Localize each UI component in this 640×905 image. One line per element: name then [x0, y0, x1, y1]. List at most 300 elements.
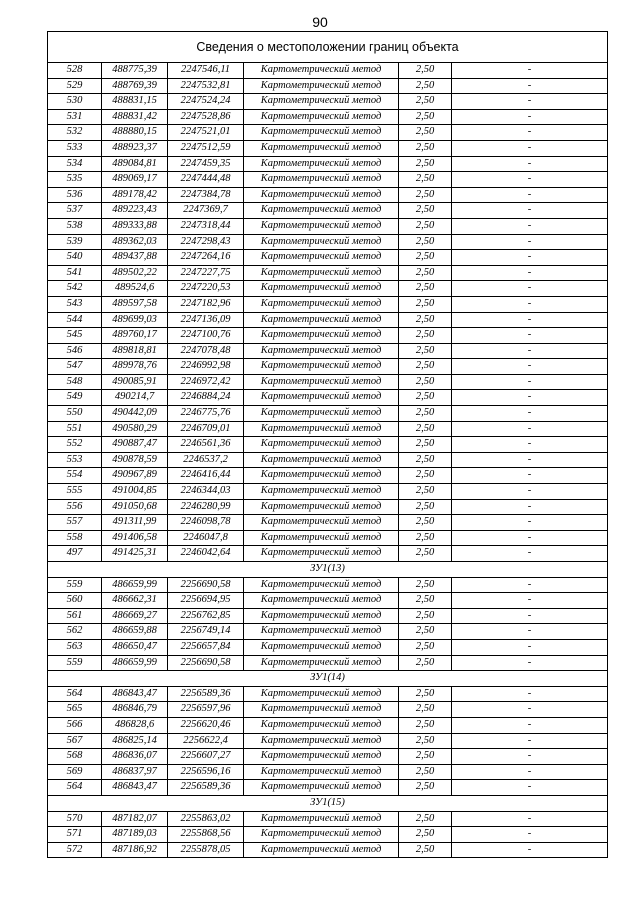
coord-y: 2247384,78 — [168, 187, 244, 203]
note: - — [452, 281, 608, 297]
note: - — [452, 312, 608, 328]
coord-y: 2247444,48 — [168, 172, 244, 188]
note: - — [452, 764, 608, 780]
method: Картометрический метод — [244, 593, 399, 609]
accuracy: 2,50 — [399, 764, 452, 780]
accuracy: 2,50 — [399, 265, 452, 281]
table-row — [48, 780, 608, 796]
accuracy: 2,50 — [399, 406, 452, 422]
note: - — [452, 686, 608, 702]
accuracy: 2,50 — [399, 608, 452, 624]
coord-x: 489818,81 — [102, 343, 168, 359]
point-number: 497 — [48, 546, 102, 562]
coord-x: 488775,39 — [102, 63, 168, 79]
method: Картометрический метод — [244, 203, 399, 219]
point-number: 543 — [48, 296, 102, 312]
table-row — [48, 421, 608, 437]
accuracy: 2,50 — [399, 842, 452, 858]
method: Картометрический метод — [244, 468, 399, 484]
table-row — [48, 203, 608, 219]
accuracy: 2,50 — [399, 203, 452, 219]
note: - — [452, 452, 608, 468]
table-row — [48, 842, 608, 858]
accuracy: 2,50 — [399, 733, 452, 749]
coord-x: 491311,99 — [102, 515, 168, 531]
accuracy: 2,50 — [399, 218, 452, 234]
table-row — [48, 811, 608, 827]
method: Картометрический метод — [244, 218, 399, 234]
coord-y: 2246416,44 — [168, 468, 244, 484]
accuracy: 2,50 — [399, 811, 452, 827]
coord-x: 489760,17 — [102, 328, 168, 344]
table-row — [48, 234, 608, 250]
accuracy: 2,50 — [399, 452, 452, 468]
table-row — [48, 359, 608, 375]
note: - — [452, 203, 608, 219]
point-number: 540 — [48, 250, 102, 266]
note: - — [452, 406, 608, 422]
coord-y: 2247182,96 — [168, 296, 244, 312]
point-number: 563 — [48, 639, 102, 655]
method: Картометрический метод — [244, 109, 399, 125]
method: Картометрический метод — [244, 639, 399, 655]
accuracy: 2,50 — [399, 296, 452, 312]
coord-x: 486825,14 — [102, 733, 168, 749]
table-row — [48, 530, 608, 546]
coord-y: 2247100,76 — [168, 328, 244, 344]
method: Картометрический метод — [244, 406, 399, 422]
coord-x: 489333,88 — [102, 218, 168, 234]
coord-y: 2256596,16 — [168, 764, 244, 780]
coord-x: 489978,76 — [102, 359, 168, 375]
table-row — [48, 296, 608, 312]
note: - — [452, 390, 608, 406]
accuracy: 2,50 — [399, 281, 452, 297]
coord-y: 2255868,56 — [168, 827, 244, 843]
coord-y: 2247369,7 — [168, 203, 244, 219]
section-label: ЗУ1(15) — [48, 795, 608, 811]
method: Картометрический метод — [244, 577, 399, 593]
coord-x: 486837,97 — [102, 764, 168, 780]
table-row — [48, 655, 608, 671]
coord-y: 2255863,02 — [168, 811, 244, 827]
method: Картометрический метод — [244, 655, 399, 671]
method: Картометрический метод — [244, 312, 399, 328]
coord-y: 2247298,43 — [168, 234, 244, 250]
note: - — [452, 187, 608, 203]
method: Картометрический метод — [244, 764, 399, 780]
coord-x: 488880,15 — [102, 125, 168, 141]
table-row — [48, 109, 608, 125]
coord-y: 2247459,35 — [168, 156, 244, 172]
coord-x: 486828,6 — [102, 717, 168, 733]
accuracy: 2,50 — [399, 702, 452, 718]
coord-x: 489502,22 — [102, 265, 168, 281]
accuracy: 2,50 — [399, 250, 452, 266]
coord-y: 2256589,36 — [168, 780, 244, 796]
note: - — [452, 296, 608, 312]
point-number: 535 — [48, 172, 102, 188]
point-number: 551 — [48, 421, 102, 437]
coord-x: 490887,47 — [102, 437, 168, 453]
point-number: 530 — [48, 94, 102, 110]
accuracy: 2,50 — [399, 172, 452, 188]
table-row — [48, 140, 608, 156]
note: - — [452, 140, 608, 156]
table-row — [48, 187, 608, 203]
method: Картометрический метод — [244, 827, 399, 843]
note: - — [452, 172, 608, 188]
accuracy: 2,50 — [399, 125, 452, 141]
accuracy: 2,50 — [399, 530, 452, 546]
table-row — [48, 733, 608, 749]
note: - — [452, 639, 608, 655]
coord-x: 489437,88 — [102, 250, 168, 266]
accuracy: 2,50 — [399, 780, 452, 796]
coord-y: 2247524,24 — [168, 94, 244, 110]
coord-y: 2256622,4 — [168, 733, 244, 749]
note: - — [452, 499, 608, 515]
method: Картометрический метод — [244, 343, 399, 359]
note: - — [452, 265, 608, 281]
coord-y: 2247521,01 — [168, 125, 244, 141]
method: Картометрический метод — [244, 515, 399, 531]
page-number: 90 — [312, 14, 328, 30]
point-number: 556 — [48, 499, 102, 515]
table-row — [48, 374, 608, 390]
note: - — [452, 359, 608, 375]
coord-x: 488831,15 — [102, 94, 168, 110]
method: Картометрический метод — [244, 265, 399, 281]
coord-y: 2256657,84 — [168, 639, 244, 655]
coord-x: 486662,31 — [102, 593, 168, 609]
method: Картометрический метод — [244, 421, 399, 437]
point-number: 562 — [48, 624, 102, 640]
point-number: 570 — [48, 811, 102, 827]
note: - — [452, 733, 608, 749]
coord-x: 490967,89 — [102, 468, 168, 484]
point-number: 539 — [48, 234, 102, 250]
table-row — [48, 343, 608, 359]
point-number: 553 — [48, 452, 102, 468]
point-number: 538 — [48, 218, 102, 234]
coord-x: 486650,47 — [102, 639, 168, 655]
coord-y: 2247318,44 — [168, 218, 244, 234]
coord-y: 2246884,24 — [168, 390, 244, 406]
coord-y: 2256694,95 — [168, 593, 244, 609]
table-row — [48, 250, 608, 266]
point-number: 544 — [48, 312, 102, 328]
coord-y: 2246992,98 — [168, 359, 244, 375]
note: - — [452, 78, 608, 94]
coord-x: 486836,07 — [102, 749, 168, 765]
method: Картометрический метод — [244, 374, 399, 390]
note: - — [452, 624, 608, 640]
coord-x: 487182,07 — [102, 811, 168, 827]
method: Картометрический метод — [244, 234, 399, 250]
accuracy: 2,50 — [399, 639, 452, 655]
note: - — [452, 577, 608, 593]
point-number: 565 — [48, 702, 102, 718]
note: - — [452, 842, 608, 858]
method: Картометрический метод — [244, 78, 399, 94]
table-row — [48, 390, 608, 406]
table-row — [48, 499, 608, 515]
coord-y: 2246537,2 — [168, 452, 244, 468]
accuracy: 2,50 — [399, 140, 452, 156]
table-row — [48, 593, 608, 609]
point-number: 568 — [48, 749, 102, 765]
point-number: 541 — [48, 265, 102, 281]
table-row — [48, 406, 608, 422]
table-row — [48, 94, 608, 110]
point-number: 547 — [48, 359, 102, 375]
accuracy: 2,50 — [399, 827, 452, 843]
point-number: 557 — [48, 515, 102, 531]
accuracy: 2,50 — [399, 499, 452, 515]
note: - — [452, 593, 608, 609]
coord-y: 2256589,36 — [168, 686, 244, 702]
point-number: 533 — [48, 140, 102, 156]
point-number: 550 — [48, 406, 102, 422]
table-row — [48, 468, 608, 484]
accuracy: 2,50 — [399, 484, 452, 500]
coord-y: 2256607,27 — [168, 749, 244, 765]
coord-x: 491050,68 — [102, 499, 168, 515]
note: - — [452, 63, 608, 79]
table-row — [48, 172, 608, 188]
method: Картометрический метод — [244, 733, 399, 749]
table-row — [48, 624, 608, 640]
table-row — [48, 608, 608, 624]
accuracy: 2,50 — [399, 686, 452, 702]
coord-x: 491406,58 — [102, 530, 168, 546]
method: Картометрический метод — [244, 140, 399, 156]
table-row — [48, 484, 608, 500]
table-row — [48, 328, 608, 344]
point-number: 569 — [48, 764, 102, 780]
method: Картометрический метод — [244, 281, 399, 297]
accuracy: 2,50 — [399, 655, 452, 671]
coord-x: 489597,58 — [102, 296, 168, 312]
coord-x: 490580,29 — [102, 421, 168, 437]
accuracy: 2,50 — [399, 421, 452, 437]
table-title: Сведения о местоположении границ объекта — [48, 32, 608, 63]
coord-x: 486659,99 — [102, 577, 168, 593]
note: - — [452, 250, 608, 266]
note: - — [452, 218, 608, 234]
table-row — [48, 265, 608, 281]
accuracy: 2,50 — [399, 63, 452, 79]
table-row — [48, 827, 608, 843]
coord-y: 2247136,09 — [168, 312, 244, 328]
coord-y: 2246344,03 — [168, 484, 244, 500]
coord-x: 490085,91 — [102, 374, 168, 390]
point-number: 559 — [48, 577, 102, 593]
table-title-row — [48, 32, 608, 63]
accuracy: 2,50 — [399, 343, 452, 359]
point-number: 531 — [48, 109, 102, 125]
note: - — [452, 484, 608, 500]
note: - — [452, 421, 608, 437]
method: Картометрический метод — [244, 452, 399, 468]
table-row — [48, 577, 608, 593]
coord-x: 488831,42 — [102, 109, 168, 125]
coord-y: 2246972,42 — [168, 374, 244, 390]
method: Картометрический метод — [244, 172, 399, 188]
accuracy: 2,50 — [399, 374, 452, 390]
method: Картометрический метод — [244, 187, 399, 203]
point-number: 561 — [48, 608, 102, 624]
accuracy: 2,50 — [399, 749, 452, 765]
coord-x: 489069,17 — [102, 172, 168, 188]
coord-y: 2256690,58 — [168, 577, 244, 593]
accuracy: 2,50 — [399, 156, 452, 172]
coord-x: 486659,88 — [102, 624, 168, 640]
coord-y: 2256749,14 — [168, 624, 244, 640]
coord-x: 486669,27 — [102, 608, 168, 624]
coord-x: 490878,59 — [102, 452, 168, 468]
coord-y: 2247512,59 — [168, 140, 244, 156]
coord-y: 2246042,64 — [168, 546, 244, 562]
accuracy: 2,50 — [399, 109, 452, 125]
point-number: 564 — [48, 686, 102, 702]
accuracy: 2,50 — [399, 312, 452, 328]
accuracy: 2,50 — [399, 328, 452, 344]
coord-y: 2256620,46 — [168, 717, 244, 733]
accuracy: 2,50 — [399, 468, 452, 484]
coord-y: 2246098,78 — [168, 515, 244, 531]
method: Картометрический метод — [244, 328, 399, 344]
method: Картометрический метод — [244, 702, 399, 718]
note: - — [452, 328, 608, 344]
table-row — [48, 281, 608, 297]
point-number: 534 — [48, 156, 102, 172]
note: - — [452, 437, 608, 453]
accuracy: 2,50 — [399, 593, 452, 609]
coord-y: 2246047,8 — [168, 530, 244, 546]
method: Картометрический метод — [244, 608, 399, 624]
coord-x: 489699,03 — [102, 312, 168, 328]
point-number: 558 — [48, 530, 102, 546]
table-row — [48, 78, 608, 94]
table-row — [48, 125, 608, 141]
coord-y: 2247532,81 — [168, 78, 244, 94]
method: Картометрический метод — [244, 842, 399, 858]
coord-x: 487189,03 — [102, 827, 168, 843]
method: Картометрический метод — [244, 390, 399, 406]
accuracy: 2,50 — [399, 78, 452, 94]
method: Картометрический метод — [244, 63, 399, 79]
method: Картометрический метод — [244, 156, 399, 172]
table-row — [48, 437, 608, 453]
accuracy: 2,50 — [399, 437, 452, 453]
section-header-row — [48, 795, 608, 811]
note: - — [452, 94, 608, 110]
coord-y: 2256597,96 — [168, 702, 244, 718]
table-row — [48, 749, 608, 765]
method: Картометрический метод — [244, 437, 399, 453]
table-row — [48, 702, 608, 718]
note: - — [452, 530, 608, 546]
point-number: 552 — [48, 437, 102, 453]
point-number: 545 — [48, 328, 102, 344]
coord-x: 491004,85 — [102, 484, 168, 500]
note: - — [452, 608, 608, 624]
note: - — [452, 780, 608, 796]
accuracy: 2,50 — [399, 187, 452, 203]
note: - — [452, 156, 608, 172]
method: Картометрический метод — [244, 296, 399, 312]
section-label: ЗУ1(13) — [48, 562, 608, 578]
coord-x: 489178,42 — [102, 187, 168, 203]
point-number: 532 — [48, 125, 102, 141]
table-row — [48, 515, 608, 531]
point-number: 546 — [48, 343, 102, 359]
accuracy: 2,50 — [399, 717, 452, 733]
coord-y: 2247528,86 — [168, 109, 244, 125]
accuracy: 2,50 — [399, 390, 452, 406]
point-number: 536 — [48, 187, 102, 203]
coord-y: 2247264,16 — [168, 250, 244, 266]
section-header-row — [48, 562, 608, 578]
section-label: ЗУ1(14) — [48, 671, 608, 687]
table-row — [48, 218, 608, 234]
accuracy: 2,50 — [399, 515, 452, 531]
point-number: 572 — [48, 842, 102, 858]
note: - — [452, 655, 608, 671]
coord-x: 486846,79 — [102, 702, 168, 718]
table-row — [48, 546, 608, 562]
coord-y: 2247220,53 — [168, 281, 244, 297]
coord-x: 490442,09 — [102, 406, 168, 422]
note: - — [452, 125, 608, 141]
note: - — [452, 827, 608, 843]
point-number: 559 — [48, 655, 102, 671]
boundary-coordinates-table — [47, 31, 608, 858]
note: - — [452, 749, 608, 765]
point-number: 529 — [48, 78, 102, 94]
accuracy: 2,50 — [399, 234, 452, 250]
method: Картометрический метод — [244, 624, 399, 640]
point-number: 567 — [48, 733, 102, 749]
coord-x: 488923,37 — [102, 140, 168, 156]
point-number: 554 — [48, 468, 102, 484]
method: Картометрический метод — [244, 359, 399, 375]
coord-y: 2246561,36 — [168, 437, 244, 453]
coord-x: 486843,47 — [102, 780, 168, 796]
point-number: 528 — [48, 63, 102, 79]
note: - — [452, 702, 608, 718]
table-body — [48, 32, 608, 858]
coord-y: 2246280,99 — [168, 499, 244, 515]
method: Картометрический метод — [244, 686, 399, 702]
table-row — [48, 764, 608, 780]
table-row — [48, 156, 608, 172]
note: - — [452, 234, 608, 250]
coord-x: 489524,6 — [102, 281, 168, 297]
coord-x: 488769,39 — [102, 78, 168, 94]
accuracy: 2,50 — [399, 624, 452, 640]
note: - — [452, 109, 608, 125]
method: Картометрический метод — [244, 125, 399, 141]
table-row — [48, 63, 608, 79]
accuracy: 2,50 — [399, 359, 452, 375]
coord-y: 2247078,48 — [168, 343, 244, 359]
note: - — [452, 343, 608, 359]
table-row — [48, 717, 608, 733]
method: Картометрический метод — [244, 811, 399, 827]
